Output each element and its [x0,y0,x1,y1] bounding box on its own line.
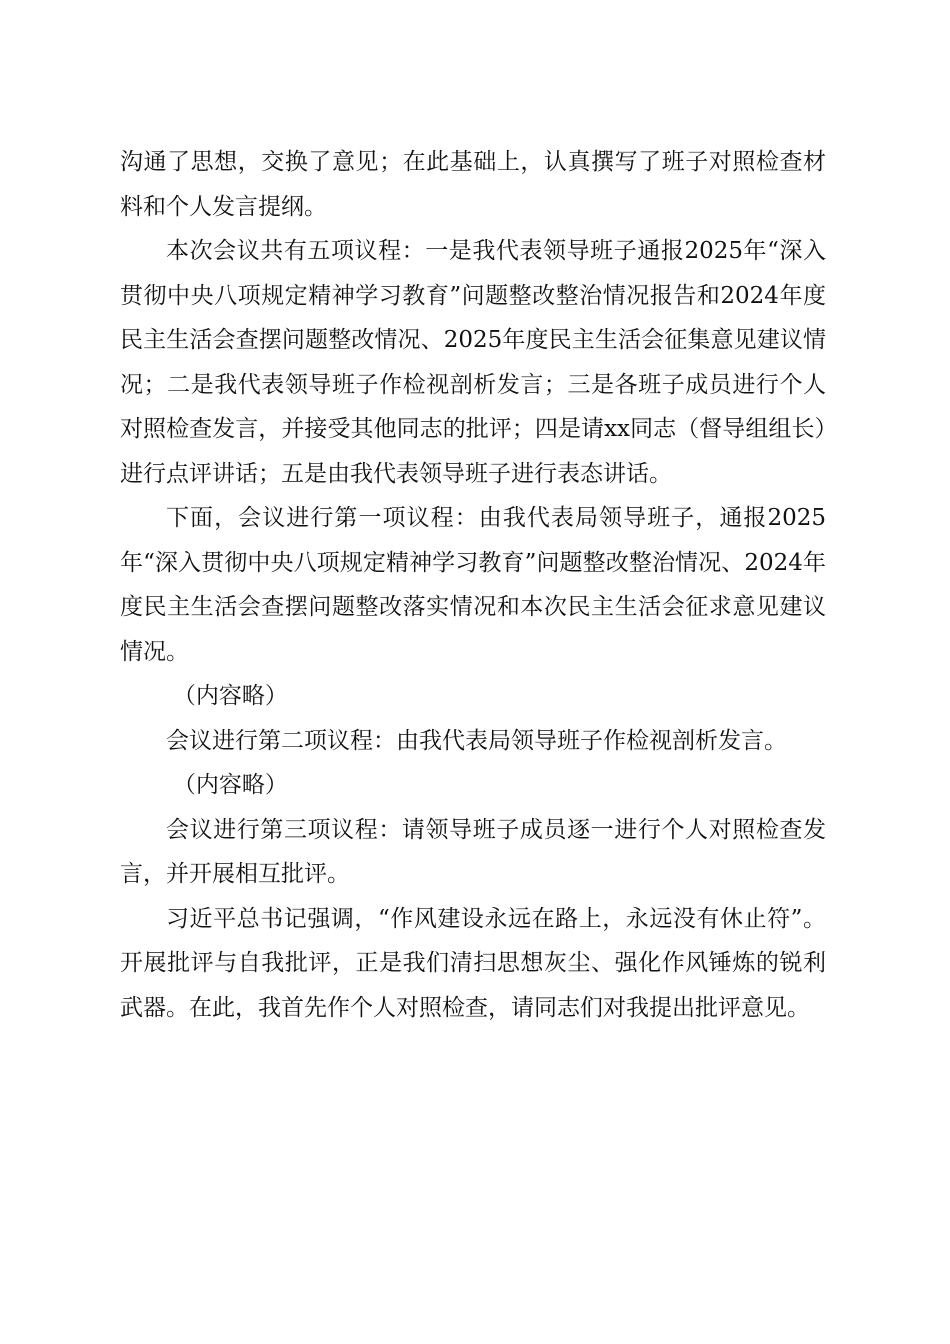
paragraph-self-criticism: 习近平总书记强调，“作风建设永远在路上，永远没有休止符”。开展批评与自我批评，正是我们清扫思想灰尘、强化作风锤炼的锐利武器。在此，我首先作个人对照检查，请同志们对我提出批评意见。 [120,905,826,1021]
paragraph-continued: 沟通了思想，交换了意见；在此基础上，认真撰写了班子对照检查材料和个人发言提纲。 [120,149,826,220]
content-omitted-note: （内容略） [172,683,288,709]
paragraph-agenda-item-3: 会议进行第三项议程：请领导班子成员逐一进行个人对照检查发言，并开展相互批评。 [120,816,826,887]
paragraph-agenda-overview: 本次会议共有五项议程：一是我代表领导班子通报2025年“深入贯彻中央八项规定精神学习教育”问题整改整治情况报告和2024年度民主生活会查摆问题整改情况、2025年度民主生活会征集意见建议情况；二是我代表领导班子作检视剖析发言；三是各班子成员进行个人对照检查发言，并接受其他同志的批评；四是请xx同志（督导组组长）进行点评讲话；五是由我代表领导班子进行表态讲话。 [120,238,826,487]
paragraph-agenda-item-2: 会议进行第二项议程：由我代表局领导班子作检视剖析发言。 [166,727,787,754]
document-page [120,140,826,1030]
paragraph-agenda-item-1: 下面，会议进行第一项议程：由我代表局领导班子，通报2025年“深入贯彻中央八项规定精神学习教育”问题整改整治情况、2024年度民主生活会查摆问题整改落实情况和本次民主生活会征求意见建议情况。 [120,505,826,665]
content-omitted-note: （内容略） [172,772,288,798]
